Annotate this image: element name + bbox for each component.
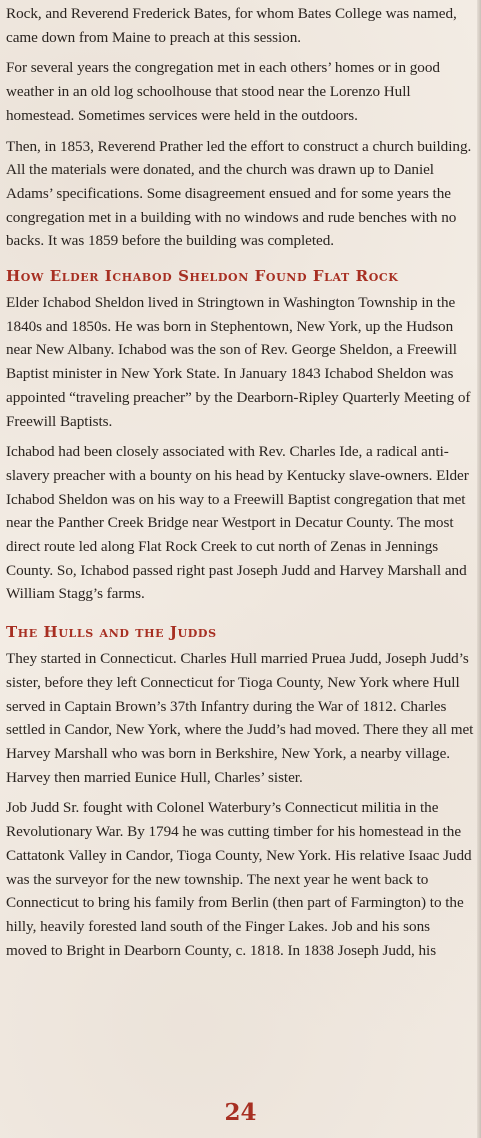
section-heading: The Hulls and the Judds: [6, 623, 217, 642]
paragraph: Elder Ichabod Sheldon lived in Stringtown in Washington Township in the 1840s and 1850s. He was born in Stephentown, New York, up the Hudson near New Albany. Ichabod was the son of Rev. George Sheldon, a Freewill Baptist minister in New York State. In January 1843 Ichabod Sheldon was appointed “traveling preacher” by the Dearborn-Ripley Quarterly Meeting of Freewill Baptists.: [6, 294, 471, 430]
paragraph: Ichabod had been closely associated with Rev. Charles Ide, a radical anti-slavery preacher with a bounty on his head by Kentucky slave-owners. Elder Ichabod Sheldon was on his way to a Freewill Baptist congregation that met near the Panther Creek Bridge near Westport in Decatur County. The most direct route led along Flat Rock Creek to cut north of Zenas in Jennings County. So, Ichabod passed right past Joseph Judd and Harvey Marshall and William Stagg’s farms.: [6, 443, 469, 603]
page-content: [6, 0, 474, 962]
page-number: 24: [224, 1099, 257, 1126]
paragraph: Job Judd Sr. fought with Colonel Waterbury’s Connecticut militia in the Revolutionary War. By 1794 he was cutting timber for his homestead in the Cattatonk Valley in Candor, Tioga County, New York. His relative Isaac Judd was the surveyor for the new township. The next year he went back to Connecticut to bring his family from Berlin (then part of Farmington) to the hilly, heavily forested land south of the Finger Lakes. Job and his sons moved to Bright in Dearborn County, c. 1818. In 1838 Joseph Judd, his: [6, 799, 472, 959]
section-heading: How Elder Ichabod Sheldon Found Flat Rock: [6, 267, 399, 286]
paragraph: Then, in 1853, Reverend Prather led the effort to construct a church building. All the materials were donated, and the church was drawn up to Daniel Adams’ specifications. Some disagreement ensued and for some years the congregation met in a building with no windows and rude benches with no backs. It was 1859 before the building was completed.: [6, 137, 472, 250]
page-edge-shadow: [477, 0, 481, 1138]
paragraph: Rock, and Reverend Frederick Bates, for whom Bates College was named, came down from Maine to preach at this session.: [6, 5, 457, 46]
paragraph: They started in Connecticut. Charles Hull married Pruea Judd, Joseph Judd’s sister, before they left Connecticut for Tioga County, New York where Hull served in Captain Brown’s 37th Infantry during the War of 1812. Charles settled in Candor, New York, where the Judd’s had moved. There they all met Harvey Marshall who was born in Berkshire, New York, a nearby village. Harvey then married Eunice Hull, Charles’ sister.: [6, 650, 474, 786]
paragraph: For several years the congregation met in each others’ homes or in good weather in an old log schoolhouse that stood near the Lorenzo Hull homestead. Sometimes services were held in the outdoors.: [6, 59, 440, 124]
